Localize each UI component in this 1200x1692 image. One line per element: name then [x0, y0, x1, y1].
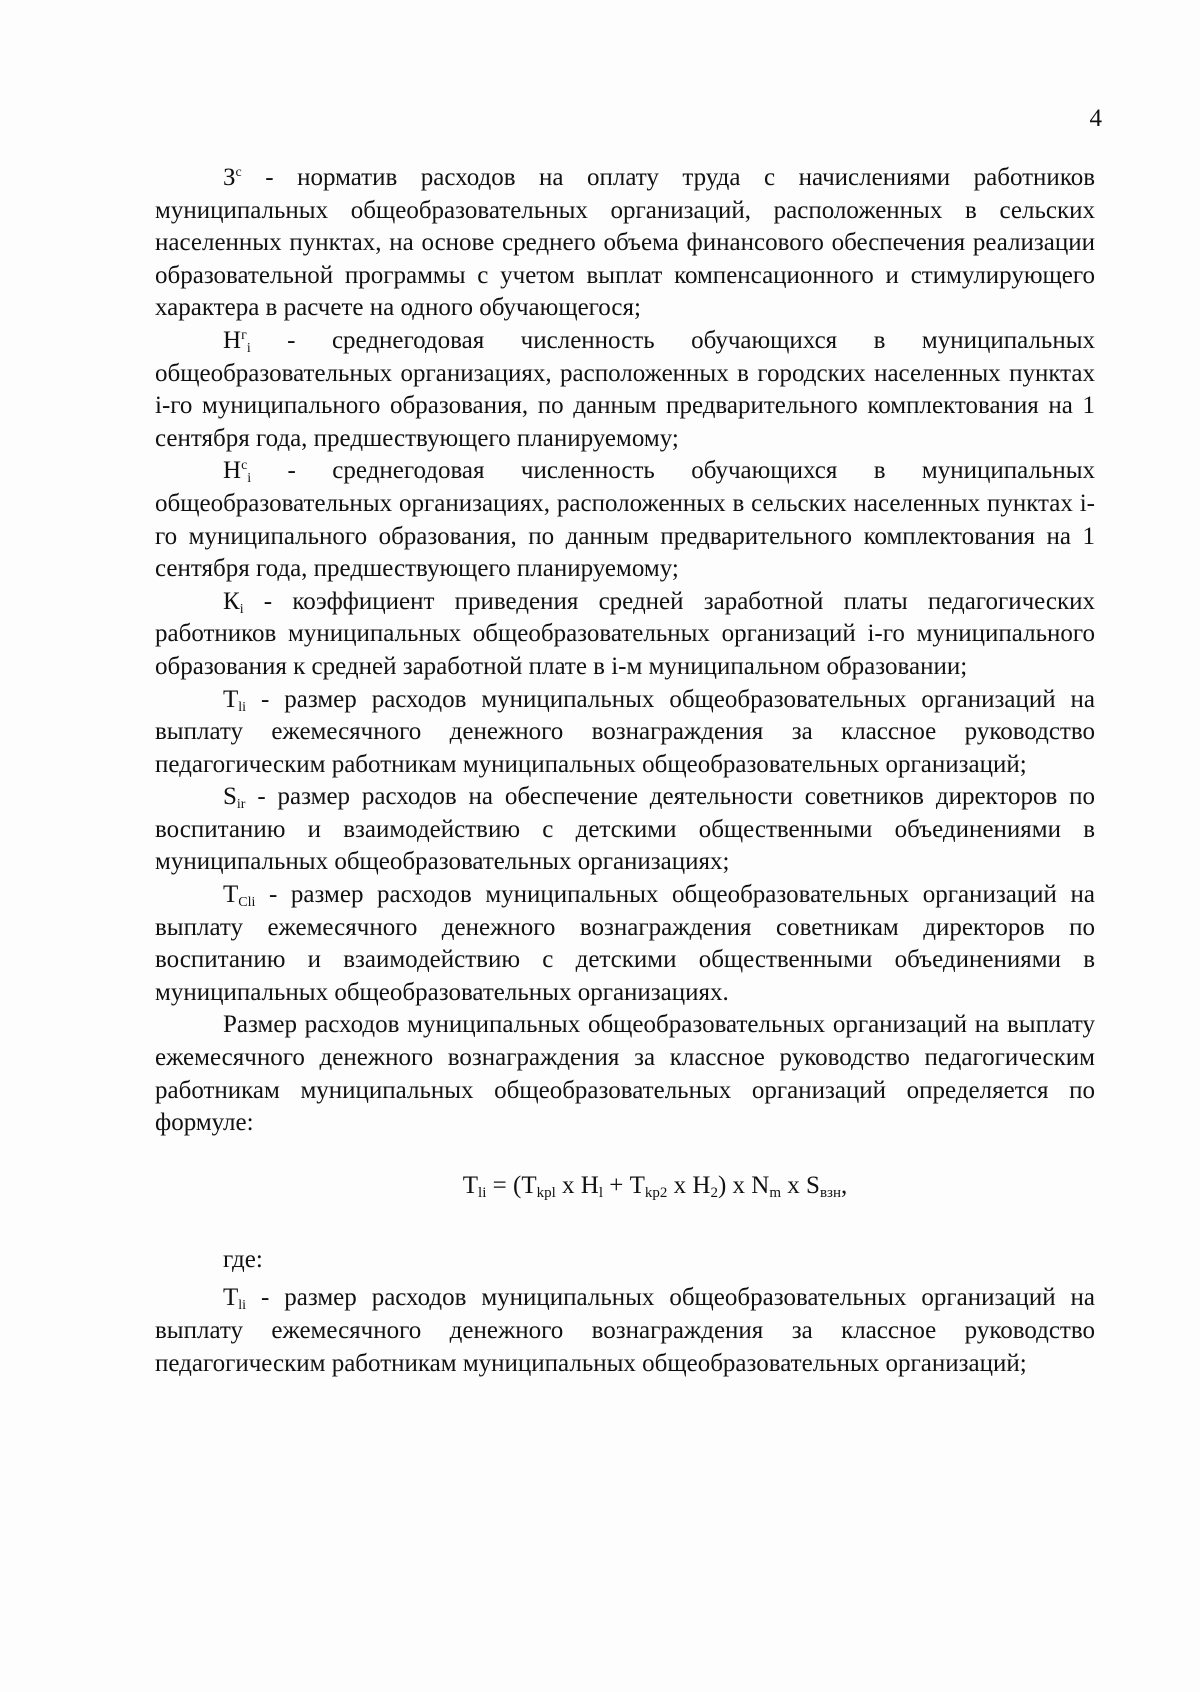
- definition-tli-final: $Т_{li}$ - размер расходов муниципальных общеобразовательных организаций на выплату ежемесячного денежного вознаграждения за классное руководство педагогическим работникам муниципальных общеобразовательных организаций;: [155, 1284, 1095, 1377]
- symbol-tli-final: $Т_{li}$: [223, 1284, 247, 1314]
- symbol-tcli: $Т_{Cli}$: [223, 881, 256, 911]
- definition-k: $К_i$ - коэффициент приведения средней заработной платы педагогических работников муниципальных общеобразовательных организаций i-го муниципального образования к средней заработной плате в i-м муниципальном образовании;: [155, 587, 1095, 680]
- document-body: [155, 162, 1095, 1380]
- definition-tcli: $Т_{Cli}$ - размер расходов муниципальных общеобразовательных организаций на выплату ежемесячного денежного вознаграждения советникам директоров по воспитанию и взаимодействию с детскими общественными объединениями в муниципальных общеобразовательных организациях.: [155, 881, 1095, 1006]
- where-label: где:: [223, 1245, 263, 1273]
- intro-paragraph: Размер расходов муниципальных общеобразовательных организаций на выплату ежемесячного денежного вознаграждения за классное руководство педагогическим работникам муниципальных общеобразовательных организаций определяется по формуле:: [155, 1011, 1095, 1137]
- symbol-sir: $S_{ir}$: [223, 783, 246, 813]
- definition-zc: $З^с$ - норматив расходов на оплату труда с начислениями работников муниципальных общеобразовательных организаций, расположенных в сельских населенных пунктах, на основе среднего объема финансового обеспечения реализации образовательной программы с учетом выплат компенсационного и стимулирующего характера в расчете на одного обучающегося;: [155, 164, 1095, 322]
- symbol-k: $К_i$: [223, 587, 244, 617]
- definition-hc: $Н^с_i$ - среднегодовая численность обучающихся в муниципальных общеобразовательных организациях, расположенных в сельских населенных пунктах i-го муниципального образования, по данным предварительного комплектования на 1 сентября года, предшествующего планируемому;: [155, 457, 1095, 583]
- definition-tli: $Т_{li}$ - размер расходов муниципальных общеобразовательных организаций на выплату ежемесячного денежного вознаграждения за классное руководство педагогическим работникам муниципальных общеобразовательных организаций;: [155, 685, 1095, 778]
- symbol-tli: $Т_{li}$: [223, 685, 247, 715]
- symbol-zc: $З^с$: [223, 164, 242, 191]
- page-number: 4: [1089, 105, 1102, 132]
- symbol-hc: $Н^с_i$: [223, 457, 252, 487]
- symbol-hg: $Н^г_i$: [223, 326, 251, 356]
- definition-hg: $Н^г_i$ - среднегодовая численность обучающихся в муниципальных общеобразовательных организациях, расположенных в городских населенных пунктах i-го муниципального образования, по данным предварительного комплектования на 1 сентября года, предшествующего планируемому;: [155, 326, 1095, 452]
- formula-tli: $Т_{li} = (Т_{kpl}$ x $Н_l + Т_{kp2}$ x $Н_2$) x $N_m$ x $S_{взн}$,: [462, 1171, 848, 1201]
- definition-sir: $S_{ir}$ - размер расходов на обеспечение деятельности советников директоров по воспитанию и взаимодействию с детскими общественными объединениями в муниципальных общеобразовательных организациях;: [155, 783, 1095, 876]
